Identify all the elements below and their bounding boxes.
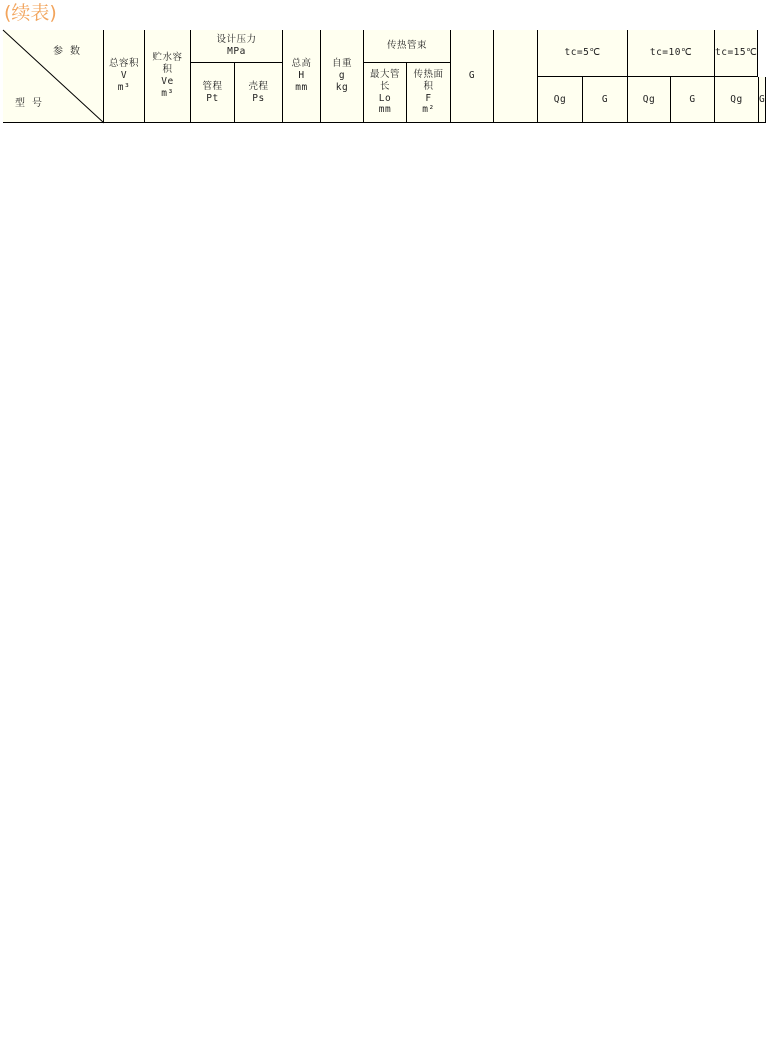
header-design-pressure: 设计压力 MPa [191,30,283,63]
header-param-model-cell [3,30,104,123]
heater-spec-table [3,30,766,1054]
header-storage-volume: 贮水容 积 Ve m³ [145,30,191,123]
header-qg-2: Qg [715,77,759,123]
header-total-volume: 总容积 V m³ [104,30,145,123]
header-qg-0: Qg [538,77,583,123]
header-qg-1: Qg [628,77,671,123]
header-tc-0: tc=5℃ [538,30,628,77]
header-blank-cell [494,30,538,123]
header-weight: 自重 g kg [321,30,364,123]
header-g: G [451,30,494,123]
header-tube-pressure: 管程 Pt [191,63,235,123]
header-total-height: 总高 H mm [283,30,321,123]
header-param-label: 参 数 [53,46,81,57]
header-g-0: G [583,77,628,123]
header-tc-2: tc=15℃ [715,30,758,77]
header-max-tube-length: 最大管 长 Lo mm [364,63,407,123]
header-shell-pressure: 壳程 Ps [235,63,283,123]
table-continued-title: (续表) [4,2,57,24]
header-heat-tube-bundle: 传热管束 [364,30,451,63]
header-g-2: G [759,77,766,123]
header-model-label: 型 号 [15,98,43,109]
header-g-1: G [671,77,715,123]
header-heat-area: 传热面 积 F m² [407,63,451,123]
header-tc-1: tc=10℃ [628,30,715,77]
